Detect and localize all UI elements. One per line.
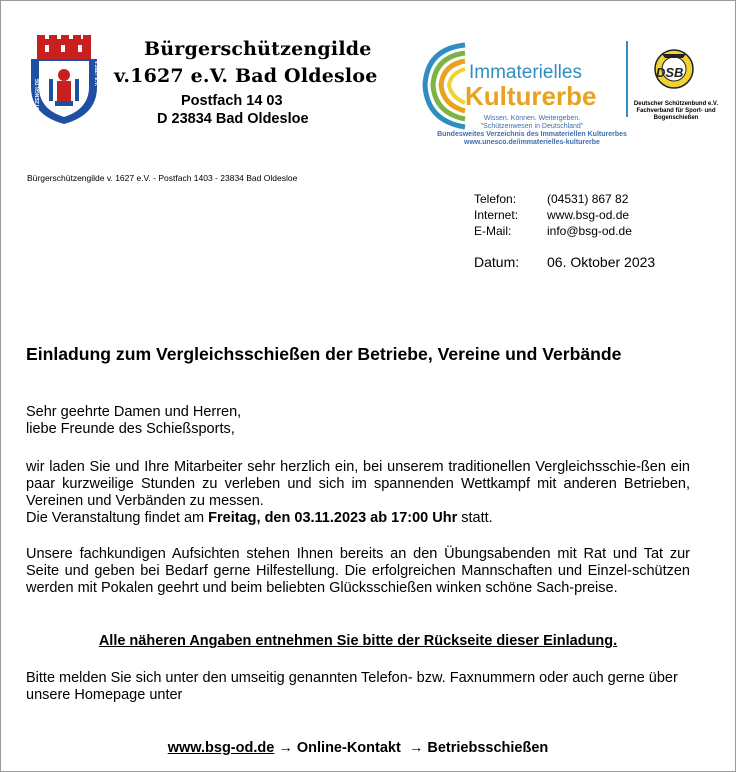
date-value: 06. Oktober 2023 <box>547 254 656 270</box>
salutation-line2: liebe Freunde des Schießsports, <box>26 421 235 437</box>
paragraph-registration: Bitte melden Sie sich unter den umseitig genannten Telefon- bzw. Faxnummern oder auch gerne über unsere Homepage unter <box>26 670 678 703</box>
club-city: D 23834 Bad Oldesloe <box>157 111 309 127</box>
email-value: info@bsg-od.de <box>547 224 632 238</box>
dsb-line2: Fachverband für Sport- und <box>636 108 716 114</box>
event-prefix: Die Veranstaltung findet am <box>26 510 209 526</box>
nav-step-company-shooting: Betriebsschießen <box>427 740 549 756</box>
event-date: Freitag, den 03.11.2023 ab 17:00 Uhr <box>208 510 458 526</box>
crest-ring-left: BÜRGER-SCHÜTZENGILDE <box>29 78 41 121</box>
date-label: Datum: <box>474 254 520 270</box>
club-postbox: Postfach 14 03 <box>181 93 283 109</box>
crest-ring-right: v.1627 E.V. <box>93 61 99 87</box>
paragraph-supervisors: Unsere fachkundigen Aufsichten stehen Ihnen bereits an den Übungsabenden mit Rat und Tat zur Seite und geben bei Bedarf gerne Hilfestellung. Die erfolgreichen Mannschaften und Einzel-schützen werden mit Pokalen geehrt und beim beliebten Glücksschießen winken schöne Sach-preise. <box>26 546 690 596</box>
heritage-tagline2: "Schützenwesen in Deutschland" <box>480 123 584 130</box>
contact-table <box>474 191 632 239</box>
email-label: E-Mail: <box>474 224 512 238</box>
phone-value: (04531) 867 82 <box>547 192 629 206</box>
heritage-title-line1: Immaterielles <box>469 62 582 83</box>
navigation-path <box>1 740 715 756</box>
dsb-mark: DSB <box>656 65 684 80</box>
phone-label: Telefon: <box>474 192 517 206</box>
dsb-line1: Deutscher Schützenbund e.V. <box>633 101 719 107</box>
club-name-line2: v.1627 e.V. Bad Oldesloe <box>114 65 378 87</box>
contact-row-email <box>474 223 632 239</box>
paragraph-invitation-text: wir laden Sie und Ihre Mitarbeiter sehr herzlich ein, bei unserem traditionellen Vergleichsschie-ßen ein paar kurzweilige Stunden zu verleben und sich im spannenden Wettkampf mit anderen Betrieben, Vereinen und Verbänden zu messen. <box>26 459 690 509</box>
contact-row-internet <box>474 207 632 223</box>
salutation-line1: Sehr geehrte Damen und Herren, <box>26 404 242 420</box>
homepage-link[interactable]: www.bsg-od.de <box>167 740 275 756</box>
arrow-right-icon: → <box>408 740 424 756</box>
internet-label: Internet: <box>474 208 519 222</box>
salutation <box>26 404 696 438</box>
heritage-tagline4: www.unesco.de/immaterielles-kulturerbe <box>464 139 600 146</box>
club-name-line1: Bürgerschützengilde <box>144 38 372 60</box>
heritage-title-line2: Kulturerbe <box>465 81 597 111</box>
arrow-right-icon: → <box>278 740 293 756</box>
paragraph-invitation <box>26 459 690 527</box>
backside-notice: Alle näheren Angaben entnehmen Sie bitte der Rückseite dieser Einladung. <box>98 633 618 649</box>
heritage-tagline3: Bundesweites Verzeichnis des Immateriellen Kulturerbes <box>437 131 627 138</box>
dsb-caption <box>633 101 719 122</box>
dsb-line3: Bogenschießen <box>653 115 699 121</box>
heritage-tagline1: Wissen. Können. Weitergeben. <box>483 115 581 122</box>
heritage-taglines <box>437 115 627 147</box>
event-suffix: statt. <box>457 510 493 526</box>
logo-divider <box>626 41 628 117</box>
event-line <box>26 510 690 527</box>
internet-value: www.bsg-od.de <box>547 208 630 222</box>
sender-line: Bürgerschützengilde v. 1627 e.V. - Postfach 1403 - 23834 Bad Oldesloe <box>27 173 298 183</box>
nav-step-online-contact: Online-Kontakt <box>296 740 401 756</box>
letter-subject: Einladung zum Vergleichsschießen der Betriebe, Vereine und Verbände <box>26 344 622 364</box>
contact-row-phone <box>474 191 632 207</box>
